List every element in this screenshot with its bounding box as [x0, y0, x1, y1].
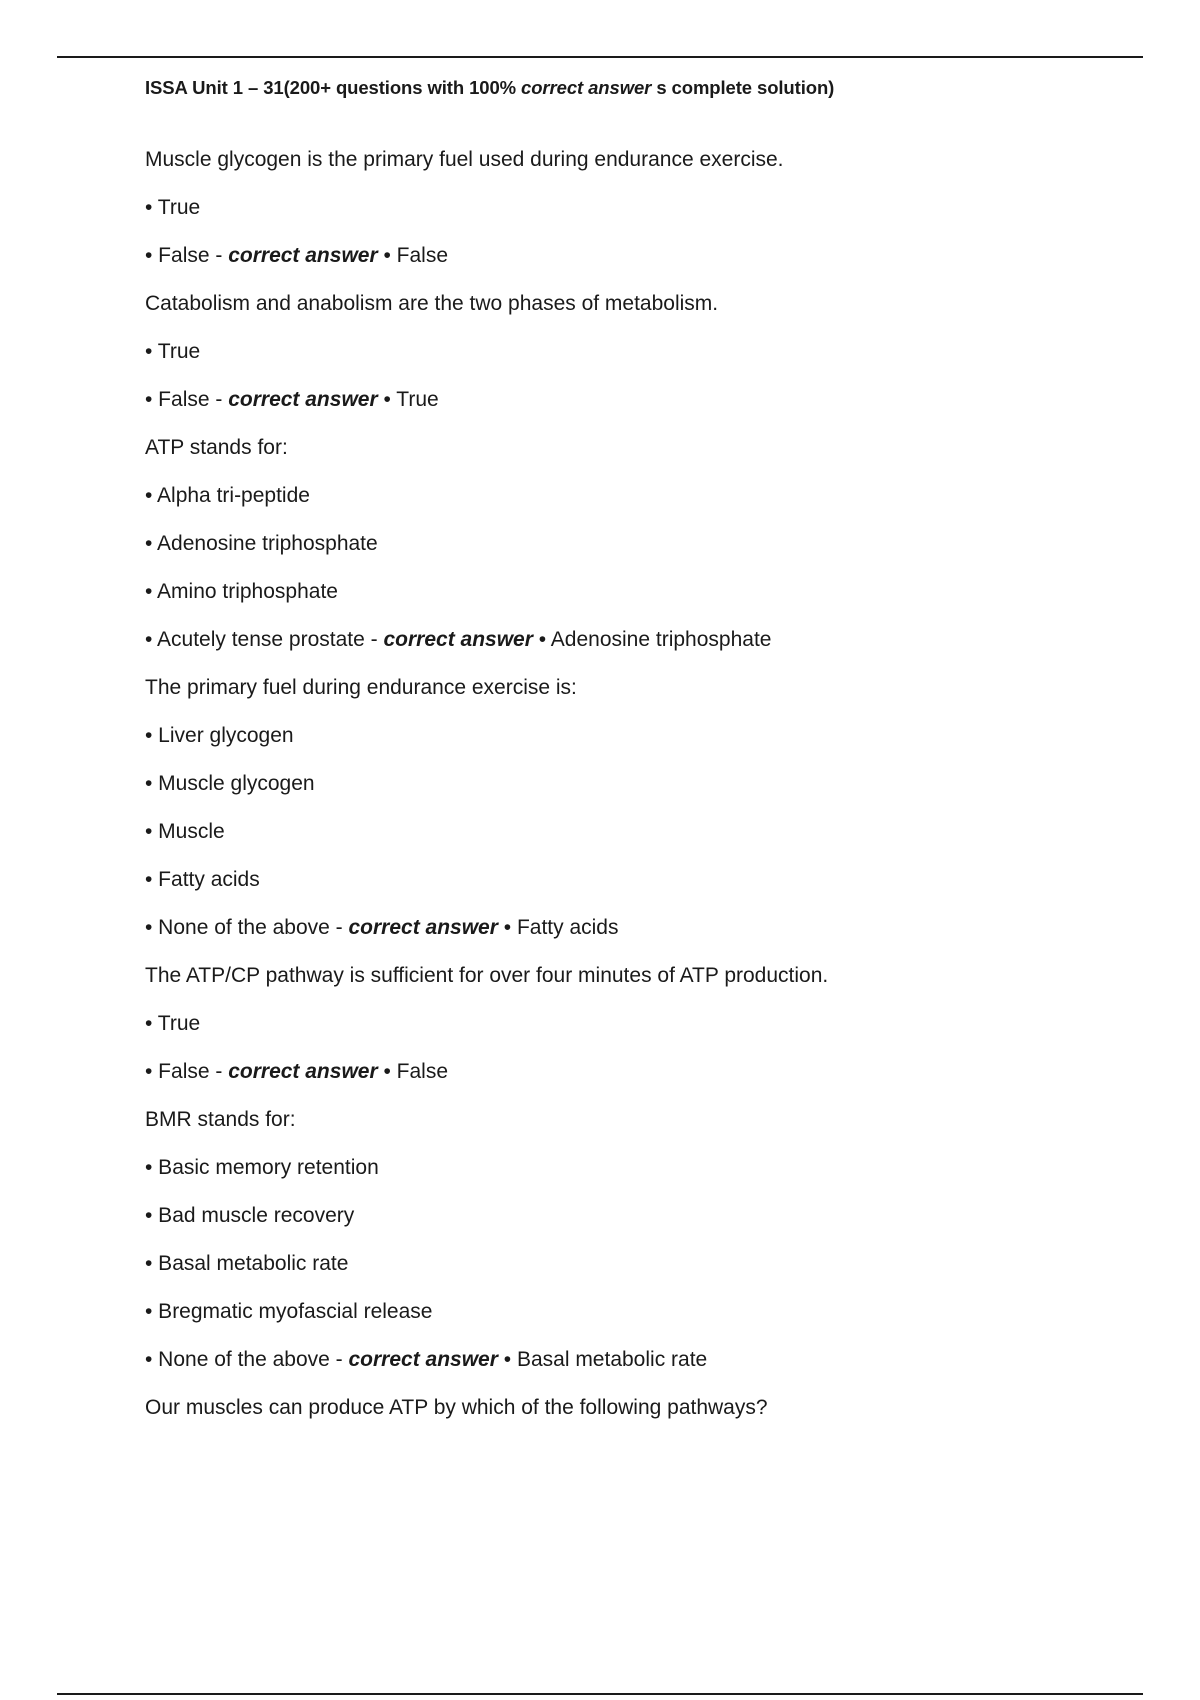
answer-separator: -: [329, 916, 349, 939]
answer-text: • Adenosine triphosphate: [538, 628, 772, 651]
header-rule: [57, 56, 1143, 58]
document-title: [145, 76, 834, 100]
answer-text: • Basal metabolic rate: [503, 1348, 708, 1371]
answer-separator: -: [209, 1060, 229, 1083]
option-item: • Liver glycogen: [145, 724, 294, 747]
option-item: • Fatty acids: [145, 868, 260, 891]
answer-text: • False: [383, 244, 449, 267]
option-item: • Amino triphosphate: [145, 580, 338, 603]
option-item-with-answer: [145, 1058, 1145, 1106]
answer-separator: -: [209, 388, 229, 411]
option-item: • Basal metabolic rate: [145, 1252, 349, 1275]
option-item: • True: [145, 196, 201, 219]
title-suffix: s complete solution): [651, 77, 835, 98]
title-prefix: ISSA Unit 1 – 31(200+ questions with 100%: [145, 77, 522, 98]
answer-separator: -: [209, 244, 229, 267]
option-text: • False: [145, 244, 210, 267]
option-item: • True: [145, 1012, 201, 1035]
option-text: • None of the above: [145, 916, 330, 939]
option-item: • Muscle glycogen: [145, 772, 315, 795]
answer-separator: -: [364, 628, 384, 651]
question-text: ATP stands for:: [145, 436, 288, 459]
correct-answer-marker: correct answer: [383, 628, 533, 651]
option-item-with-answer: [145, 1346, 1145, 1394]
question-text: Catabolism and anabolism are the two phases of metabolism.: [145, 292, 719, 315]
question-text: BMR stands for:: [145, 1108, 296, 1131]
question-text: The primary fuel during endurance exercise is:: [145, 676, 577, 699]
answer-text: • Fatty acids: [503, 916, 619, 939]
correct-answer-marker: correct answer: [348, 916, 498, 939]
option-text: • None of the above: [145, 1348, 330, 1371]
option-item-with-answer: [145, 914, 1145, 962]
option-item-with-answer: [145, 626, 1145, 674]
option-item-with-answer: [145, 242, 1145, 290]
question-text: Our muscles can produce ATP by which of the following pathways?: [145, 1396, 768, 1419]
answer-text: • True: [383, 388, 439, 411]
option-item: • Adenosine triphosphate: [145, 532, 378, 555]
option-text: • False: [145, 1060, 210, 1083]
option-text: • False: [145, 388, 210, 411]
correct-answer-marker: correct answer: [348, 1348, 498, 1371]
question-text: The ATP/CP pathway is sufficient for over four minutes of ATP production.: [145, 964, 829, 987]
question-list: [145, 146, 1145, 1442]
correct-answer-marker: correct answer: [228, 244, 378, 267]
option-item: • Alpha tri-peptide: [145, 484, 310, 507]
answer-text: • False: [383, 1060, 449, 1083]
option-item: • True: [145, 340, 201, 363]
option-item: • Basic memory retention: [145, 1156, 379, 1179]
option-text: • Acutely tense prostate: [145, 628, 365, 651]
correct-answer-marker: correct answer: [228, 388, 378, 411]
answer-separator: -: [329, 1348, 349, 1371]
option-item: • Bregmatic myofascial release: [145, 1300, 433, 1323]
footer-rule: [57, 1693, 1143, 1695]
option-item: • Bad muscle recovery: [145, 1204, 355, 1227]
title-emphasis: correct answer: [521, 77, 652, 98]
option-item: • Muscle: [145, 820, 225, 843]
correct-answer-marker: correct answer: [228, 1060, 378, 1083]
option-item-with-answer: [145, 386, 1145, 434]
question-text: Muscle glycogen is the primary fuel used during endurance exercise.: [145, 148, 784, 171]
